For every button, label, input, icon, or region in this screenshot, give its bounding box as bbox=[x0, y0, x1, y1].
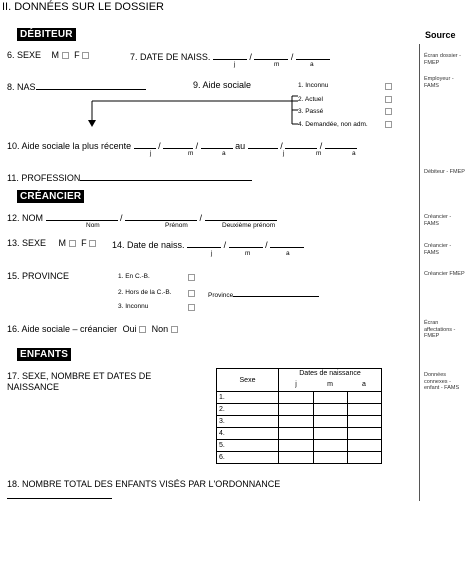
q15-checkbox-2[interactable] bbox=[188, 290, 195, 297]
q6-f-label: F bbox=[74, 50, 80, 60]
row-label: 4. bbox=[217, 428, 279, 440]
q7-day-field[interactable] bbox=[213, 50, 247, 60]
q16-non-label: Non bbox=[151, 324, 169, 334]
q12-sub-nom: Nom bbox=[86, 222, 100, 229]
q7-row: 7. DATE DE NAISS. / / bbox=[130, 50, 330, 62]
cell-m[interactable] bbox=[313, 404, 347, 416]
q9-option-3: 3. Passé bbox=[298, 108, 324, 115]
table-row bbox=[217, 392, 382, 404]
table-row bbox=[217, 452, 382, 464]
children-table bbox=[216, 368, 382, 464]
q9-checkbox-1[interactable] bbox=[385, 83, 392, 90]
cell-a[interactable] bbox=[347, 404, 382, 416]
q15-checkbox-3[interactable] bbox=[188, 304, 195, 311]
sub-m-header: m bbox=[313, 379, 347, 392]
section-creancier: CRÉANCIER bbox=[17, 190, 84, 203]
q7-sub-m: m bbox=[274, 61, 280, 68]
table-row bbox=[217, 440, 382, 452]
q10-to-year-field[interactable] bbox=[325, 139, 357, 149]
row-label: 3. bbox=[217, 416, 279, 428]
q6-f-checkbox[interactable] bbox=[82, 52, 89, 59]
q10-from-day-field[interactable] bbox=[134, 139, 156, 149]
q12-nom-field[interactable] bbox=[46, 211, 118, 221]
q10-sub-m2: m bbox=[316, 150, 322, 157]
q7-month-field[interactable] bbox=[254, 50, 288, 60]
q14-year-field[interactable] bbox=[270, 238, 304, 248]
q13-m-checkbox[interactable] bbox=[69, 240, 76, 247]
q11-profession-field[interactable] bbox=[80, 171, 252, 181]
q15-province-row bbox=[208, 289, 319, 299]
source-5: Créancier - FAMS bbox=[424, 243, 452, 256]
q9-option-2: 2. Actuel bbox=[298, 96, 323, 103]
q17-label bbox=[7, 371, 151, 393]
q13-row bbox=[7, 238, 96, 248]
q8-row bbox=[7, 80, 146, 92]
table-row bbox=[217, 416, 382, 428]
q15-province-label: Province bbox=[208, 292, 234, 299]
q15-option-2: 2. Hors de la C.-B. bbox=[118, 289, 172, 296]
cell-a[interactable] bbox=[347, 416, 382, 428]
q9-option-4: 4. Demandée, non adm. bbox=[298, 121, 368, 128]
source-2: Employeur - FAMS bbox=[424, 76, 454, 89]
sub-a-header: a bbox=[347, 379, 382, 392]
q10-to-day-field[interactable] bbox=[248, 139, 278, 149]
cell-j[interactable] bbox=[279, 416, 314, 428]
q14-sub-j: j bbox=[211, 250, 213, 257]
q18-label: 18. NOMBRE TOTAL DES ENFANTS VISÉS PAR L'ORDONNANCE bbox=[7, 479, 281, 489]
q13-f-checkbox[interactable] bbox=[89, 240, 96, 247]
cell-m[interactable] bbox=[313, 416, 347, 428]
cell-j[interactable] bbox=[279, 392, 314, 404]
cell-a[interactable] bbox=[347, 428, 382, 440]
q9-checkbox-3[interactable] bbox=[385, 108, 392, 115]
q6-m-checkbox[interactable] bbox=[62, 52, 69, 59]
q13-f-label: F bbox=[81, 238, 87, 248]
q10-sub-a1: a bbox=[222, 150, 226, 157]
q10-to-month-field[interactable] bbox=[285, 139, 317, 149]
q10-sub-a2: a bbox=[352, 150, 356, 157]
q6-row bbox=[7, 50, 89, 60]
q6-m-label: M bbox=[51, 50, 60, 60]
q9-option-1: 1. Inconnu bbox=[298, 82, 329, 89]
q7-label: 7. DATE DE NAISS. bbox=[130, 52, 211, 62]
q12-label: 12. NOM bbox=[7, 213, 44, 223]
cell-a[interactable] bbox=[347, 452, 382, 464]
q14-label: 14. Date de naiss. bbox=[112, 240, 185, 250]
page-title: II. DONNÉES SUR LE DOSSIER bbox=[2, 1, 164, 13]
row-label: 1. bbox=[217, 392, 279, 404]
q6-label: 6. SEXE bbox=[7, 50, 42, 60]
q12-sub-deuxieme: Deuxième prénom bbox=[222, 222, 276, 229]
cell-j[interactable] bbox=[279, 428, 314, 440]
source-4: Créancier - FAMS bbox=[424, 214, 452, 227]
source-6: Créancier FMEP bbox=[424, 271, 465, 277]
q8-nas-field[interactable] bbox=[36, 80, 146, 90]
q16-label: 16. Aide sociale – créancier bbox=[7, 324, 118, 334]
q7-sub-j: j bbox=[234, 61, 236, 68]
q13-m-label: M bbox=[58, 238, 67, 248]
q17-label-line2: NAISSANCE bbox=[7, 382, 60, 392]
col-dates-header: Dates de naissance bbox=[279, 369, 382, 379]
q10-sub-j1: j bbox=[150, 150, 152, 157]
q16-row bbox=[7, 324, 178, 334]
q12-prenom-field[interactable] bbox=[125, 211, 197, 221]
source-divider bbox=[419, 44, 420, 501]
source-header: Source bbox=[425, 30, 456, 40]
q15-checkbox-1[interactable] bbox=[188, 274, 195, 281]
cell-m[interactable] bbox=[313, 392, 347, 404]
q8-label: 8. NAS bbox=[7, 82, 36, 92]
cell-a[interactable] bbox=[347, 392, 382, 404]
q14-sub-m: m bbox=[245, 250, 251, 257]
cell-m[interactable] bbox=[313, 428, 347, 440]
q9-checkbox-4[interactable] bbox=[385, 121, 392, 128]
cell-j[interactable] bbox=[279, 452, 314, 464]
table-row bbox=[217, 404, 382, 416]
q7-year-field[interactable] bbox=[296, 50, 330, 60]
q15-label: 15. PROVINCE bbox=[7, 271, 70, 281]
source-1: Écran dossier - FMEP bbox=[424, 53, 461, 66]
row-label: 6. bbox=[217, 452, 279, 464]
q9-checkbox-2[interactable] bbox=[385, 96, 392, 103]
q14-day-field[interactable] bbox=[187, 238, 221, 248]
q10-from-month-field[interactable] bbox=[163, 139, 193, 149]
q9-label: 9. Aide sociale bbox=[193, 80, 252, 90]
q11-row bbox=[7, 171, 252, 183]
q16-non-checkbox[interactable] bbox=[171, 326, 178, 333]
q10-row: 10. Aide sociale la plus récente / / au / / bbox=[7, 139, 357, 151]
cell-a[interactable] bbox=[347, 440, 382, 452]
q13-label: 13. SEXE bbox=[7, 238, 47, 248]
q9-arrow-bracket-icon bbox=[88, 92, 298, 128]
q7-sub-a: a bbox=[310, 61, 314, 68]
q15-province-field[interactable] bbox=[233, 289, 319, 297]
source-7: Écran affectations - FMEP bbox=[424, 320, 456, 339]
q10-au: au bbox=[235, 141, 246, 151]
section-enfants: ENFANTS bbox=[17, 348, 71, 361]
q16-oui-label: Oui bbox=[122, 324, 137, 334]
q15-option-3: 3. Inconnu bbox=[118, 303, 149, 310]
row-label: 2. bbox=[217, 404, 279, 416]
children-table-header bbox=[217, 369, 382, 379]
q14-sub-a: a bbox=[286, 250, 290, 257]
q18-total-field[interactable] bbox=[7, 498, 112, 499]
col-sexe-header: Sexe bbox=[217, 369, 279, 392]
q11-label: 11. PROFESSION bbox=[7, 173, 81, 183]
cell-m[interactable] bbox=[313, 440, 347, 452]
q17-label-line1: 17. SEXE, NOMBRE ET DATES DE bbox=[7, 371, 152, 381]
section-debiteur: DÉBITEUR bbox=[17, 28, 76, 41]
source-8: Données connexes - enfant - FAMS bbox=[424, 372, 460, 391]
q14-month-field[interactable] bbox=[229, 238, 263, 248]
q15-option-1: 1. En C.-B. bbox=[118, 273, 150, 280]
table-row bbox=[217, 428, 382, 440]
q10-label: 10. Aide sociale la plus récente bbox=[7, 141, 132, 151]
q14-row: 14. Date de naiss. / / bbox=[112, 238, 304, 250]
row-label: 5. bbox=[217, 440, 279, 452]
cell-m[interactable] bbox=[313, 452, 347, 464]
cell-j[interactable] bbox=[279, 404, 314, 416]
q12-row: 12. NOM / / bbox=[7, 211, 277, 223]
source-3: Débiteur - FMEP bbox=[424, 169, 465, 175]
sub-j-header: j bbox=[279, 379, 314, 392]
q10-from-year-field[interactable] bbox=[201, 139, 233, 149]
q10-sub-j2: j bbox=[283, 150, 285, 157]
q16-oui-checkbox[interactable] bbox=[139, 326, 146, 333]
q10-sub-m1: m bbox=[188, 150, 194, 157]
cell-j[interactable] bbox=[279, 440, 314, 452]
q12-sub-prenom: Prénom bbox=[165, 222, 188, 229]
q12-deuxieme-field[interactable] bbox=[205, 211, 277, 221]
